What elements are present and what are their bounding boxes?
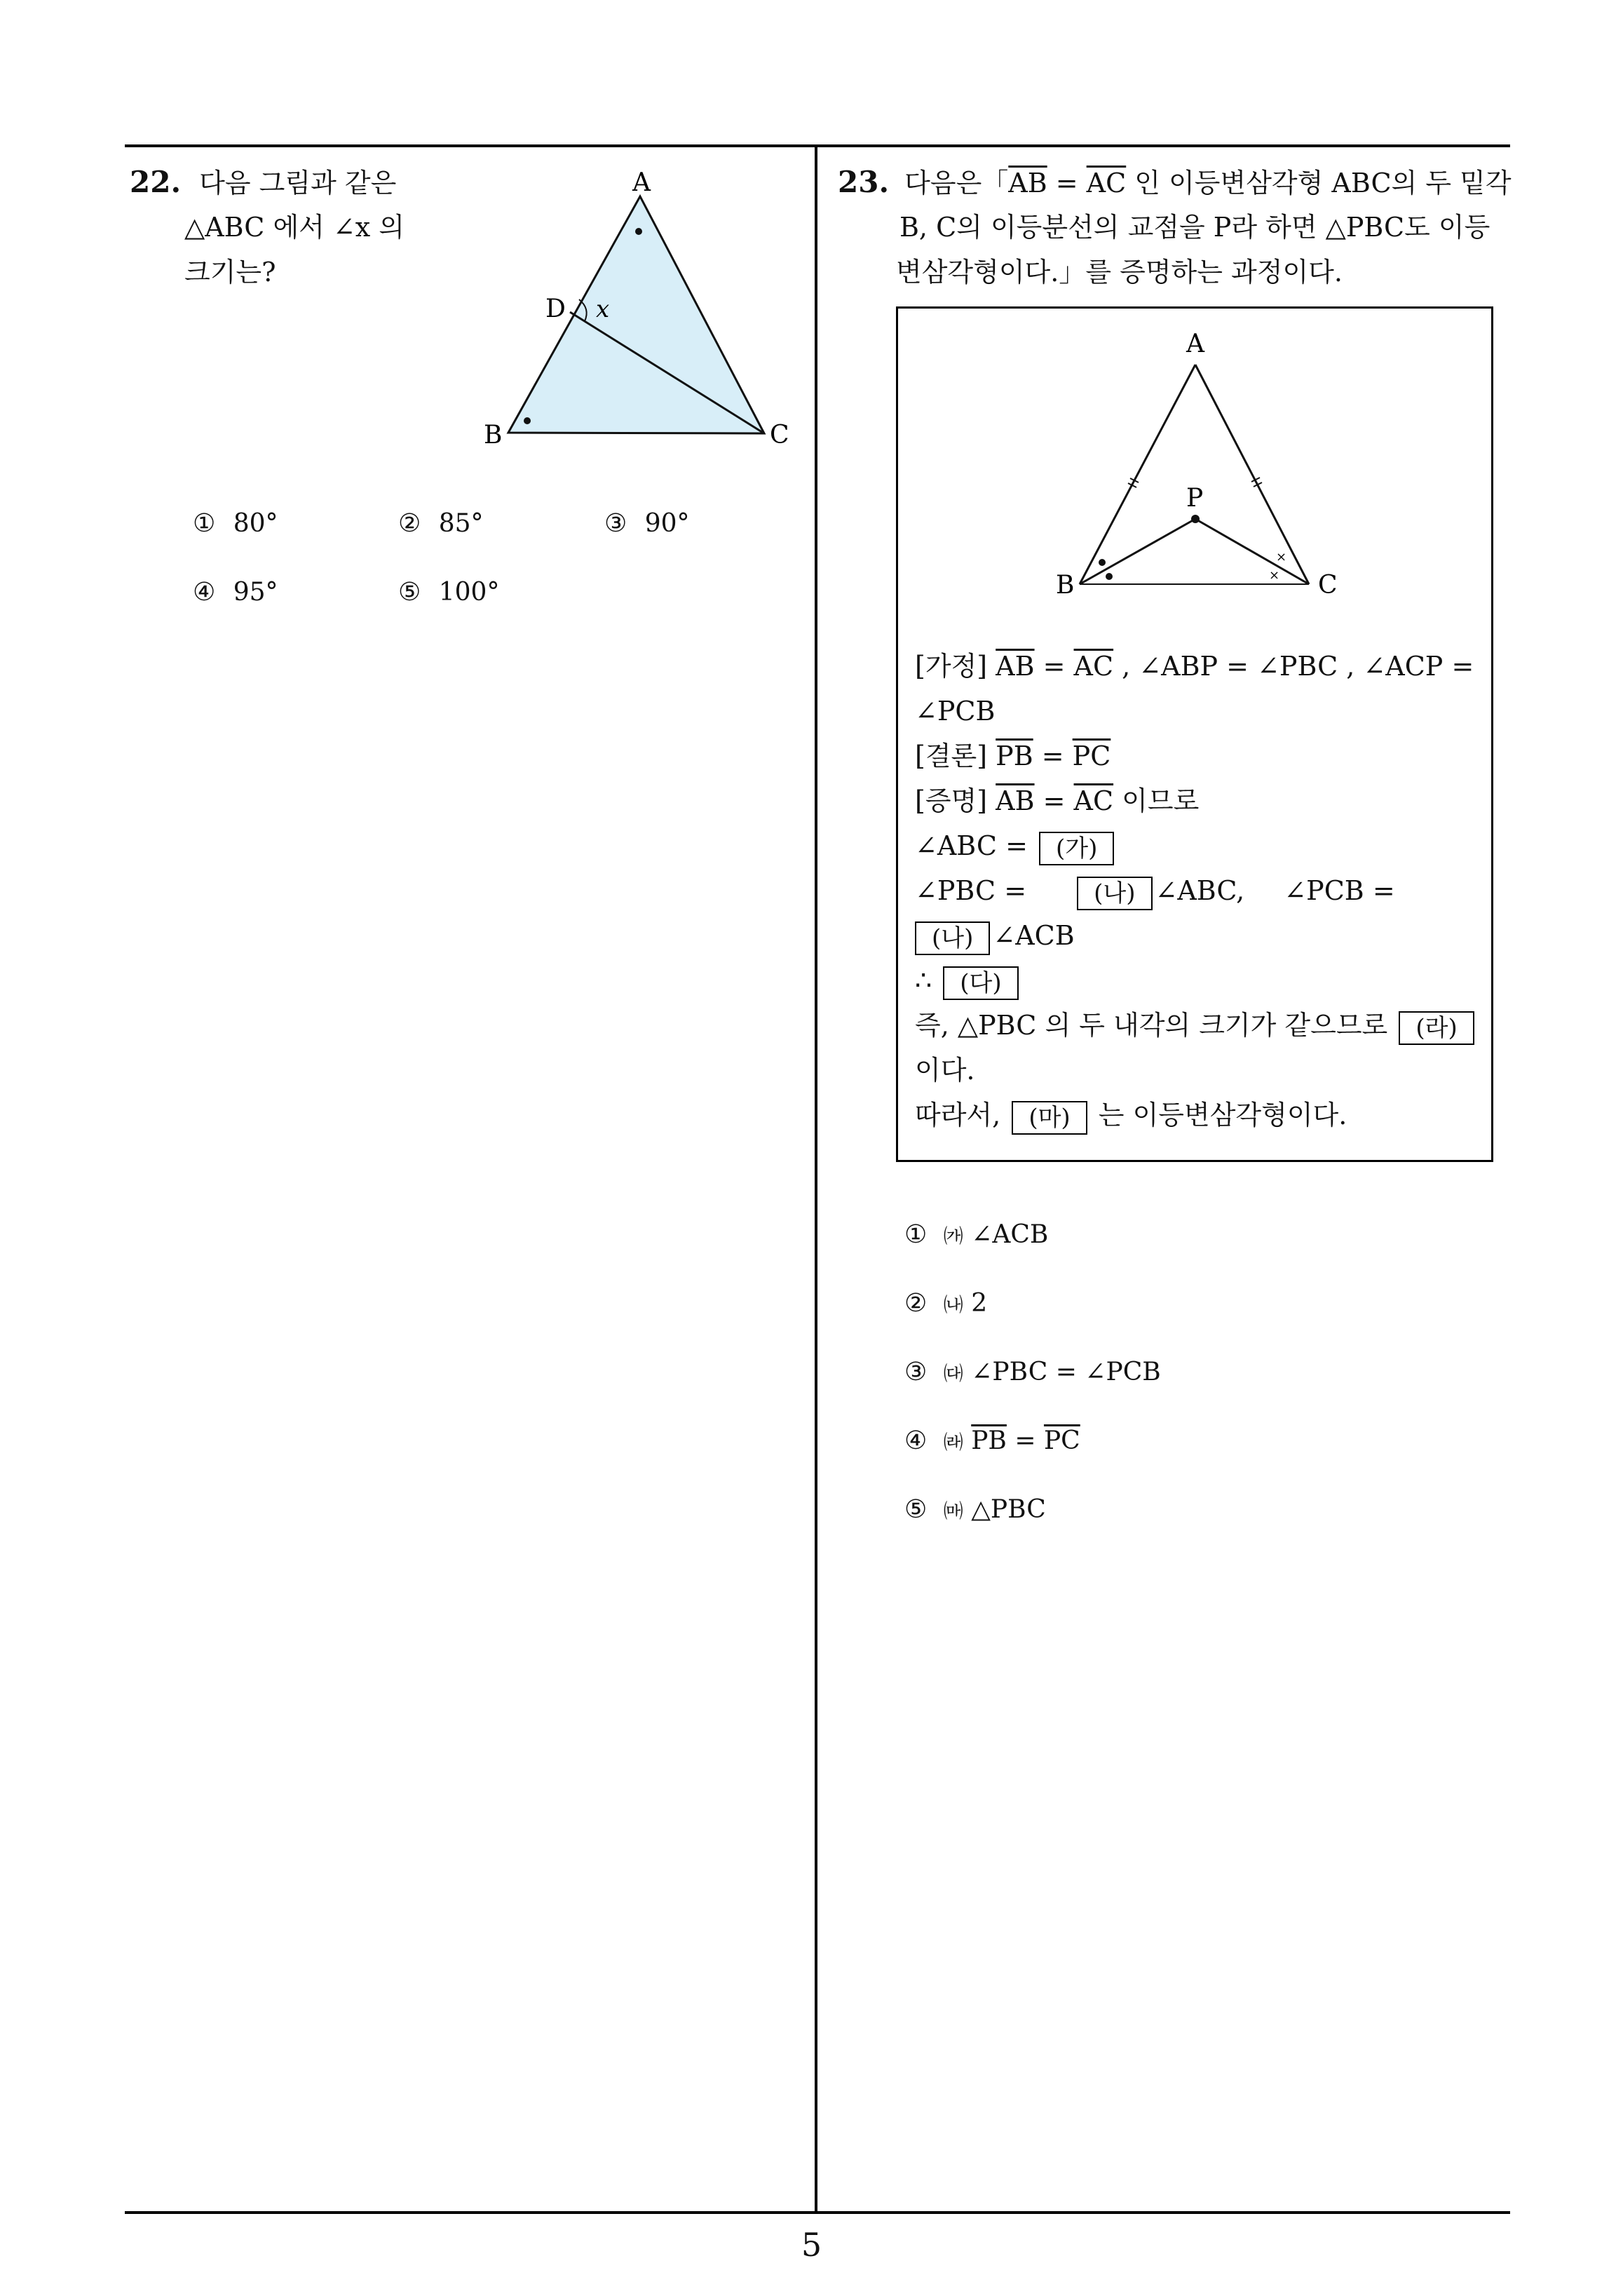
- q23-option-1: ① ㈎ ∠ACB: [904, 1220, 1049, 1249]
- proof-step-ida: 이다.: [915, 1055, 975, 1086]
- label-a: A: [632, 168, 651, 197]
- label-c2: C: [1318, 571, 1338, 600]
- q22-option-3: ③ 90°: [604, 509, 690, 538]
- label-p: P: [1186, 484, 1204, 513]
- q23-option-5: ⑤ ㈒ △PBC: [904, 1495, 1046, 1524]
- q23-line1: 23. 다음은「$\overline{AB} = \overline{AC}$ 인 이등변삼각형 ABC의 두 밑각: [838, 165, 1512, 199]
- q22-figure: [477, 168, 813, 456]
- bottom-rule: [125, 2211, 1510, 2214]
- angle-acp-mark: ×: [1276, 550, 1287, 565]
- proof-hypothesis-cont: ∠PCB: [915, 696, 996, 727]
- angle-a-dot: [635, 228, 642, 235]
- q23-number: 23.: [838, 165, 890, 199]
- angle-abp-dot: [1099, 559, 1106, 566]
- q23-option-4: ④ ㈑ $\overline{PB} = \overline{PC}$: [904, 1426, 1080, 1455]
- top-rule: [125, 144, 1510, 147]
- label-a2: A: [1186, 330, 1204, 358]
- q22-option-2: ② 85°: [398, 509, 484, 538]
- proof-step-acb: (나) ∠ACB: [915, 913, 1075, 958]
- q22-option-4: ④ 95°: [193, 578, 278, 607]
- q23-line3: 변삼각형이다.」를 증명하는 과정이다.: [896, 257, 1343, 288]
- proof-step-ra: 즉, △PBC 의 두 내각의 크기가 같으므로 (라): [915, 1003, 1477, 1048]
- point-p: [1191, 515, 1200, 523]
- proof-step-pbc: ∠PBC = (나) ∠ABC, ∠PCB =: [915, 868, 1395, 913]
- q22-number: 22.: [130, 165, 182, 199]
- column-divider: [815, 144, 817, 2214]
- q22-line1: [130, 160, 396, 205]
- q23-option-3: ③ ㈐ ∠PBC = ∠PCB: [904, 1358, 1161, 1386]
- blank-ra: (라): [1399, 1011, 1474, 1045]
- angle-pcb-mark: ×: [1269, 568, 1280, 583]
- angle-b-dot: [524, 417, 531, 424]
- blank-da: (다): [943, 966, 1018, 1000]
- proof-conclusion: [결론] $\overline{PB} = \overline{PC}$: [915, 741, 1111, 771]
- label-x: x: [596, 295, 610, 323]
- label-d: D: [545, 295, 566, 323]
- q22-line2: △ABC 에서 ∠x 의: [184, 212, 405, 243]
- q23-figure: [1052, 323, 1346, 603]
- proof-statement: [증명] $\overline{AB} = \overline{AC}$ 이므로: [915, 785, 1200, 816]
- proof-hypothesis: [가정] $\overline{AB} = \overline{AC}$ , ∠ABP = ∠PBC , ∠ACP =: [915, 651, 1474, 682]
- blank-na-2: (나): [915, 921, 990, 955]
- label-b2: B: [1056, 571, 1075, 600]
- q23-option-2: ② ㈏ 2: [904, 1289, 988, 1318]
- angle-pbc-dot: [1106, 573, 1113, 580]
- q22-option-1: ① 80°: [193, 509, 278, 538]
- q22-text-1: 다음 그림과 같은: [199, 168, 397, 198]
- label-c: C: [770, 421, 789, 450]
- q22-option-5: ⑤ 100°: [398, 578, 500, 607]
- blank-ma: (마): [1012, 1101, 1087, 1135]
- proof-step-ma: 따라서, (마) 는 이등변삼각형이다.: [915, 1093, 1347, 1137]
- page-number: 5: [801, 2226, 822, 2264]
- proof-step-abc: ∠ABC = (가): [915, 823, 1117, 868]
- label-b: B: [484, 421, 503, 450]
- q23-line2: B, C의 이등분선의 교점을 P라 하면 △PBC도 이등: [899, 212, 1490, 243]
- proof-step-therefore: ∴ (다): [915, 958, 1021, 1003]
- q22-line3: 크기는?: [184, 257, 276, 288]
- blank-ga: (가): [1039, 832, 1114, 865]
- blank-na-1: (나): [1077, 877, 1152, 910]
